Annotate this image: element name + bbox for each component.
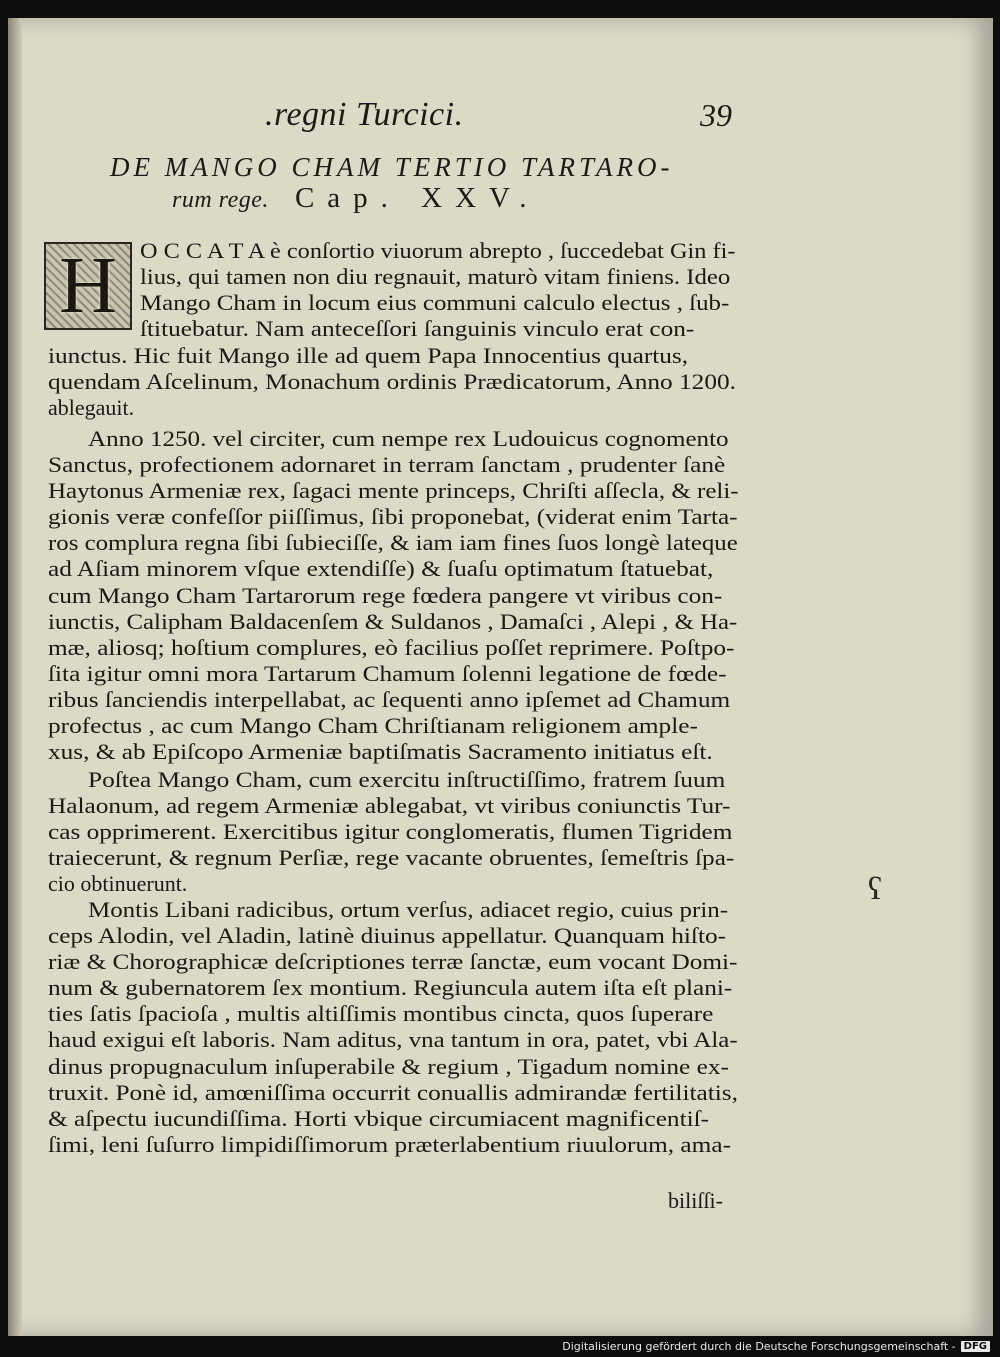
text-line: cum Mango Cham Tartarorum rege fœdera pangere vt viribus con- bbox=[48, 583, 723, 608]
page-edge-shadow bbox=[8, 18, 22, 1336]
text-line: cio obtinuerunt. bbox=[48, 871, 188, 896]
chapter-number: Cap. XXV. bbox=[294, 182, 540, 214]
text-line: gionis veræ confeſſor piiſſimus, ſibi proponebat, (viderat enim Tarta- bbox=[48, 504, 738, 529]
text-line: traiecerunt, & regnum Perſiæ, rege vacante obruentes, ſemeſtris ſpa- bbox=[48, 845, 735, 870]
text-line: lius, qui tamen non diu regnauit, maturò vitam finiens. Ideo bbox=[140, 264, 731, 289]
dfg-logo: DFG bbox=[961, 1341, 990, 1352]
text-line: Haytonus Armeniæ rex, ſagaci mente princeps, Chriſti aſſecla, & reli- bbox=[48, 478, 739, 503]
decorated-initial bbox=[44, 242, 132, 330]
digitization-footer bbox=[562, 1340, 990, 1353]
chapter-title: DE MANGO CHAM TERTIO TARTARO- bbox=[110, 152, 674, 182]
text-line: profectus , ac cum Mango Cham Chriſtianam religionem amplе- bbox=[48, 713, 698, 738]
text-line: haud exigui eſt laboris. Nam aditus, vna tantum in ora, patet, vbi Ala- bbox=[48, 1027, 738, 1052]
text-line: ablegauit. bbox=[48, 395, 135, 420]
text-line: Mango Cham in locum eius communi calculo electus , ſub- bbox=[140, 290, 730, 315]
text-line: iunctis, Calipham Baldacenſem & Suldanos , Damaſci , Alepi , & Ha- bbox=[48, 609, 738, 634]
footer-text: Digitalisierung gefördert durch die Deutsche Forschungsgemeinschaft - bbox=[562, 1340, 956, 1353]
chapter-title-italic: rum rege. bbox=[172, 187, 269, 213]
text-line: cas opprimerent. Exercitibus igitur conglomeratis, flumen Tigridem bbox=[48, 819, 733, 844]
page-number: 39 bbox=[700, 97, 732, 133]
initial-letter: H bbox=[59, 242, 117, 330]
text-line: ribus ſanciendis interpellabat, ac ſequenti anno ipſemet ad Chamum bbox=[48, 687, 731, 712]
text-line: ſtituebatur. Nam anteceſſori ſanguinis vinculo erat con- bbox=[140, 316, 695, 341]
text-line: ros complura regna ſibi ſubieciſſe, & iam iam fines ſuos longè lateque bbox=[48, 530, 738, 555]
text-line: iunctus. Hic fuit Mango ille ad quem Papa Innocentius quartus, bbox=[48, 343, 689, 368]
text-line: dinus propugnaculum inſuperabile & regium , Tigadum nomine ex- bbox=[48, 1054, 729, 1079]
text-line: riæ & Chorographicæ deſcriptiones terræ ſanctæ, eum vocant Domi- bbox=[48, 949, 738, 974]
text-line: ſita igitur omni mora Tartarum Chamum ſolenni legatione de fœde- bbox=[48, 661, 727, 686]
text-line: Poſtea Mango Cham, cum exercitu inſtructiſſimo, fratrem ſuum bbox=[88, 767, 726, 792]
text-line: O C C A T A è conſortio viuorum abrepto , ſuccedebat Gin fi- bbox=[140, 238, 736, 263]
text-line: Sanctus, profectionem adornaret in terram ſanctam , prudenter ſanè bbox=[48, 452, 726, 477]
text-line: ties ſatis ſpacioſa , multis altiſſimis montibus cincta, quos ſuperare bbox=[48, 1001, 714, 1026]
text-line: ceps Alodin, vel Aladin, latinè diuinus appellatur. Quanquam hiſto- bbox=[48, 923, 727, 948]
chapter-title-line2 bbox=[172, 182, 540, 215]
text-line: ſimi, leni ſuſurro limpidiſſimorum præterlabentium riuulorum, ama- bbox=[48, 1132, 731, 1157]
text-line: num & gubernatorem ſex montium. Regiuncula autem iſta eſt plani- bbox=[48, 975, 733, 1000]
margin-mark: ʕ bbox=[868, 870, 883, 906]
text-line: xus, & ab Epiſcopo Armeniæ baptiſmatis Sacramento initiatus eſt. bbox=[48, 739, 713, 764]
text-line: quendam Aſcelinum, Monachum ordinis Prædicatorum, Anno 1200. bbox=[48, 369, 736, 394]
text-line: mæ, aliosq; hoſtium complures, eò facilius poſſet reprimere. Poſtpo- bbox=[48, 635, 735, 660]
catchword: biliſſi- bbox=[668, 1188, 723, 1213]
text-line: Anno 1250. vel circiter, cum nempe rex Ludouicus cognomento bbox=[88, 426, 729, 451]
text-line: & aſpectu iucundiſſima. Horti vbique circumiacent magnificentiſ- bbox=[48, 1106, 710, 1131]
text-line: truxit. Ponè id, amœniſſima occurrit conuallis admirandæ fertilitatis, bbox=[48, 1080, 738, 1105]
text-line: Halaonum, ad regem Armeniæ ablegabat, vt viribus coniunctis Tur- bbox=[48, 793, 731, 818]
running-head: .regni Turcici. bbox=[265, 96, 464, 133]
text-line: Montis Libani radicibus, ortum verſus, adiacet regio, cuius prin- bbox=[88, 897, 729, 922]
text-line: ad Aſiam minorem vſque extendiſſe) & ſuaſu optimatum ſtatuebat, bbox=[48, 556, 714, 581]
